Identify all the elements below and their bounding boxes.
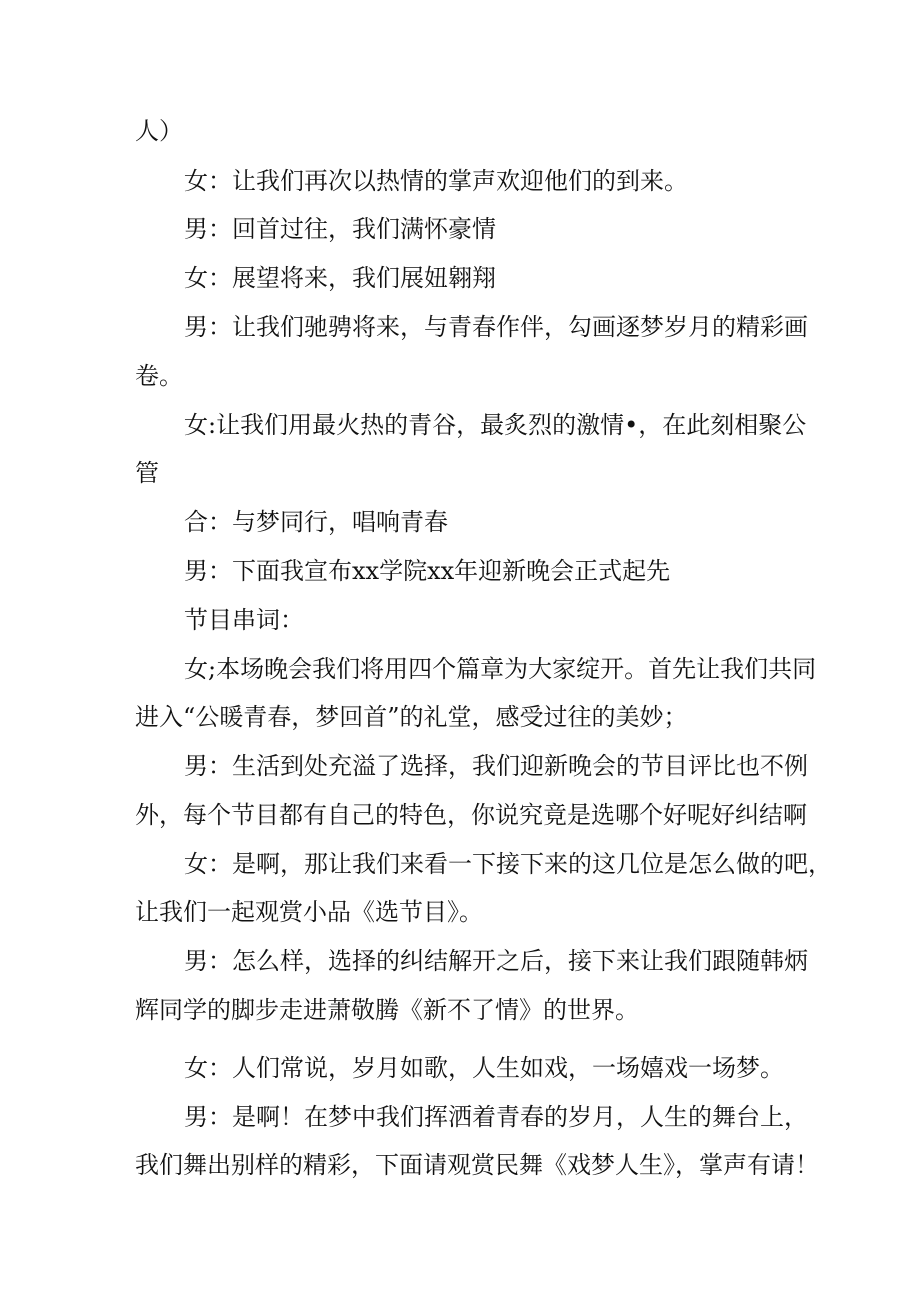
text-line: 男：让我们驰骋将来，与青春作伴，勾画逐梦岁月的精彩画 <box>184 313 808 341</box>
text-line: 进入“公暖青春，梦回首”的礼堂，感受过往的美妙； <box>135 703 688 731</box>
text-line: 辉同学的脚步走进萧敬腾《新不了情》的世界。 <box>135 996 639 1024</box>
text-line: 管 <box>135 459 159 487</box>
text-line: 女：让我们再次以热情的掌声欢迎他们的到来。 <box>184 167 688 195</box>
text-line: 节目串词： <box>184 606 304 634</box>
text-line: 男：下面我宣布xx学院xx年迎新晚会正式起先 <box>184 557 671 585</box>
text-line: 卷。 <box>135 362 183 390</box>
text-line: 让我们一起观赏小品《选节目》。 <box>135 898 483 926</box>
text-line: 女:让我们用最火热的青谷，最炙烈的激情•，在此刻相聚公 <box>184 411 807 439</box>
text-line: 女：人们常说，岁月如歌，人生如戏，一场嬉戏一场梦。 <box>184 1054 784 1082</box>
text-line: 女：展望将来，我们展妞翱翔 <box>184 264 496 292</box>
text-line: 男：怎么样，选择的纠结解开之后，接下来让我们跟随韩炳 <box>184 947 808 975</box>
text-line: 女：是啊，那让我们来看一下接下来的这几位是怎么做的吧， <box>184 850 832 878</box>
text-line: 人） <box>135 117 183 145</box>
text-line: 男：是啊！在梦中我们挥洒着青春的岁月，人生的舞台上， <box>184 1103 808 1131</box>
text-line: 女;本场晚会我们将用四个篇章为大家绽开。首先让我们共同 <box>184 655 817 683</box>
text-line: 男：生活到处充溢了选择，我们迎新晚会的节目评比也不例 <box>184 752 808 780</box>
text-line: 男：回首过往，我们满怀豪情 <box>184 215 496 243</box>
text-line: 我们舞出别样的精彩，下面请观赏民舞《戏梦人生》，掌声有请！ <box>135 1151 819 1179</box>
text-line: 外，每个节目都有自己的特色，你说究竟是选哪个好呢好纠结啊 <box>135 801 807 829</box>
text-line: 合：与梦同行，唱响青春 <box>184 508 448 536</box>
